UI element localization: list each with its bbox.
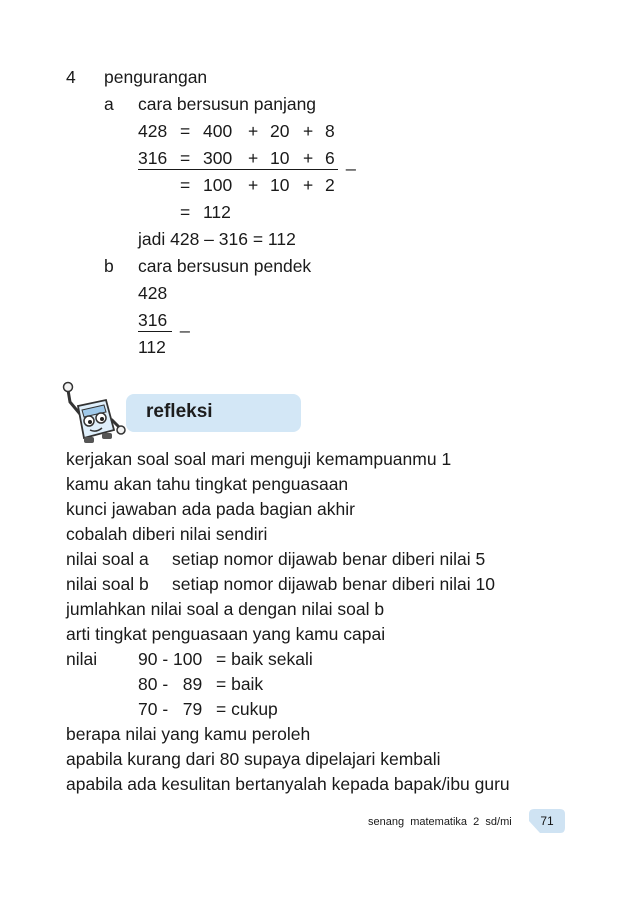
row1-hundreds: 400 — [203, 121, 233, 141]
row3-eq: = — [180, 175, 191, 195]
section-title: pengurangan — [104, 67, 208, 87]
part-b-letter: b — [104, 256, 114, 276]
row4-result: 112 — [203, 202, 231, 222]
row3-plus1: + — [248, 175, 259, 195]
row4-eq: = — [180, 202, 191, 222]
reflection-line-3: kunci jawaban ada pada bagian akhir — [66, 499, 355, 519]
row3-hundreds: 100 — [203, 175, 233, 195]
page-number: 71 — [540, 814, 554, 828]
row1-eq: = — [180, 121, 191, 141]
row2-ones: 6 — [325, 148, 335, 168]
grade-range-3: 70 - 79 — [138, 699, 203, 719]
row1-tens: 20 — [270, 121, 290, 141]
reflection-line-4: cobalah diberi nilai sendiri — [66, 524, 268, 544]
part-b-result: 112 — [138, 337, 166, 357]
grade-label: nilai — [66, 649, 98, 669]
reflection-line-5: jumlahkan nilai soal a dengan nilai soal b — [66, 599, 385, 619]
row3-tens: 10 — [270, 175, 290, 195]
score-rule-a-text: setiap nomor dijawab benar diberi nilai 5 — [172, 549, 486, 569]
book-title: senang matematika 2 sd/mi — [368, 816, 512, 828]
score-rule-b-text: setiap nomor dijawab benar diberi nilai 10 — [172, 574, 495, 594]
grade-range-1: 90 - 100 — [138, 649, 203, 669]
reflection-line-6: arti tingkat penguasaan yang kamu capai — [66, 624, 386, 644]
closing-line-2: apabila kurang dari 80 supaya dipelajari kembali — [66, 749, 441, 769]
row1-ones: 8 — [325, 121, 335, 141]
closing-line-1: berapa nilai yang kamu peroleh — [66, 724, 311, 744]
part-b-top: 428 — [138, 283, 168, 303]
row3-plus2: + — [303, 175, 314, 195]
row2-plus2: + — [303, 148, 314, 168]
minus-sign-b: _ — [180, 313, 190, 333]
reflection-line-2: kamu akan tahu tingkat penguasaan — [66, 474, 349, 494]
score-rule-b-label: nilai soal b — [66, 574, 149, 594]
row1-plus2: + — [303, 121, 314, 141]
reflection-line-1: kerjakan soal soal mari menguji kemampuanmu 1 — [66, 449, 452, 469]
mascot-icon — [62, 376, 126, 446]
row2-plus1: + — [248, 148, 259, 168]
reflection-label: refleksi — [146, 401, 213, 422]
page-badge — [528, 808, 566, 834]
row2-hundreds: 300 — [203, 148, 233, 168]
grade-range-2: 80 - 89 — [138, 674, 203, 694]
grade-meaning-2: = baik — [216, 674, 264, 694]
score-rule-a-label: nilai soal a — [66, 549, 149, 569]
closing-line-3: apabila ada kesulitan bertanyalah kepada bapak/ibu guru — [66, 774, 510, 794]
part-b-title: cara bersusun pendek — [138, 256, 312, 276]
part-b-bottom: 316 — [138, 310, 172, 332]
row2-tens: 10 — [270, 148, 290, 168]
row3-ones: 2 — [325, 175, 335, 195]
row2-eq: = — [180, 148, 191, 168]
minus-sign-a: _ — [346, 151, 356, 171]
section-number: 4 — [66, 67, 76, 87]
part-a-title: cara bersusun panjang — [138, 94, 317, 114]
part-a-conclusion: jadi 428 – 316 = 112 — [138, 229, 296, 249]
grade-meaning-3: = cukup — [216, 699, 278, 719]
row1-col0: 428 — [138, 121, 168, 141]
grade-meaning-1: = baik sekali — [216, 649, 313, 669]
reflection-banner — [126, 394, 301, 432]
part-a-letter: a — [104, 94, 114, 114]
row1-plus1: + — [248, 121, 259, 141]
row2-col0: 316 — [138, 148, 168, 168]
